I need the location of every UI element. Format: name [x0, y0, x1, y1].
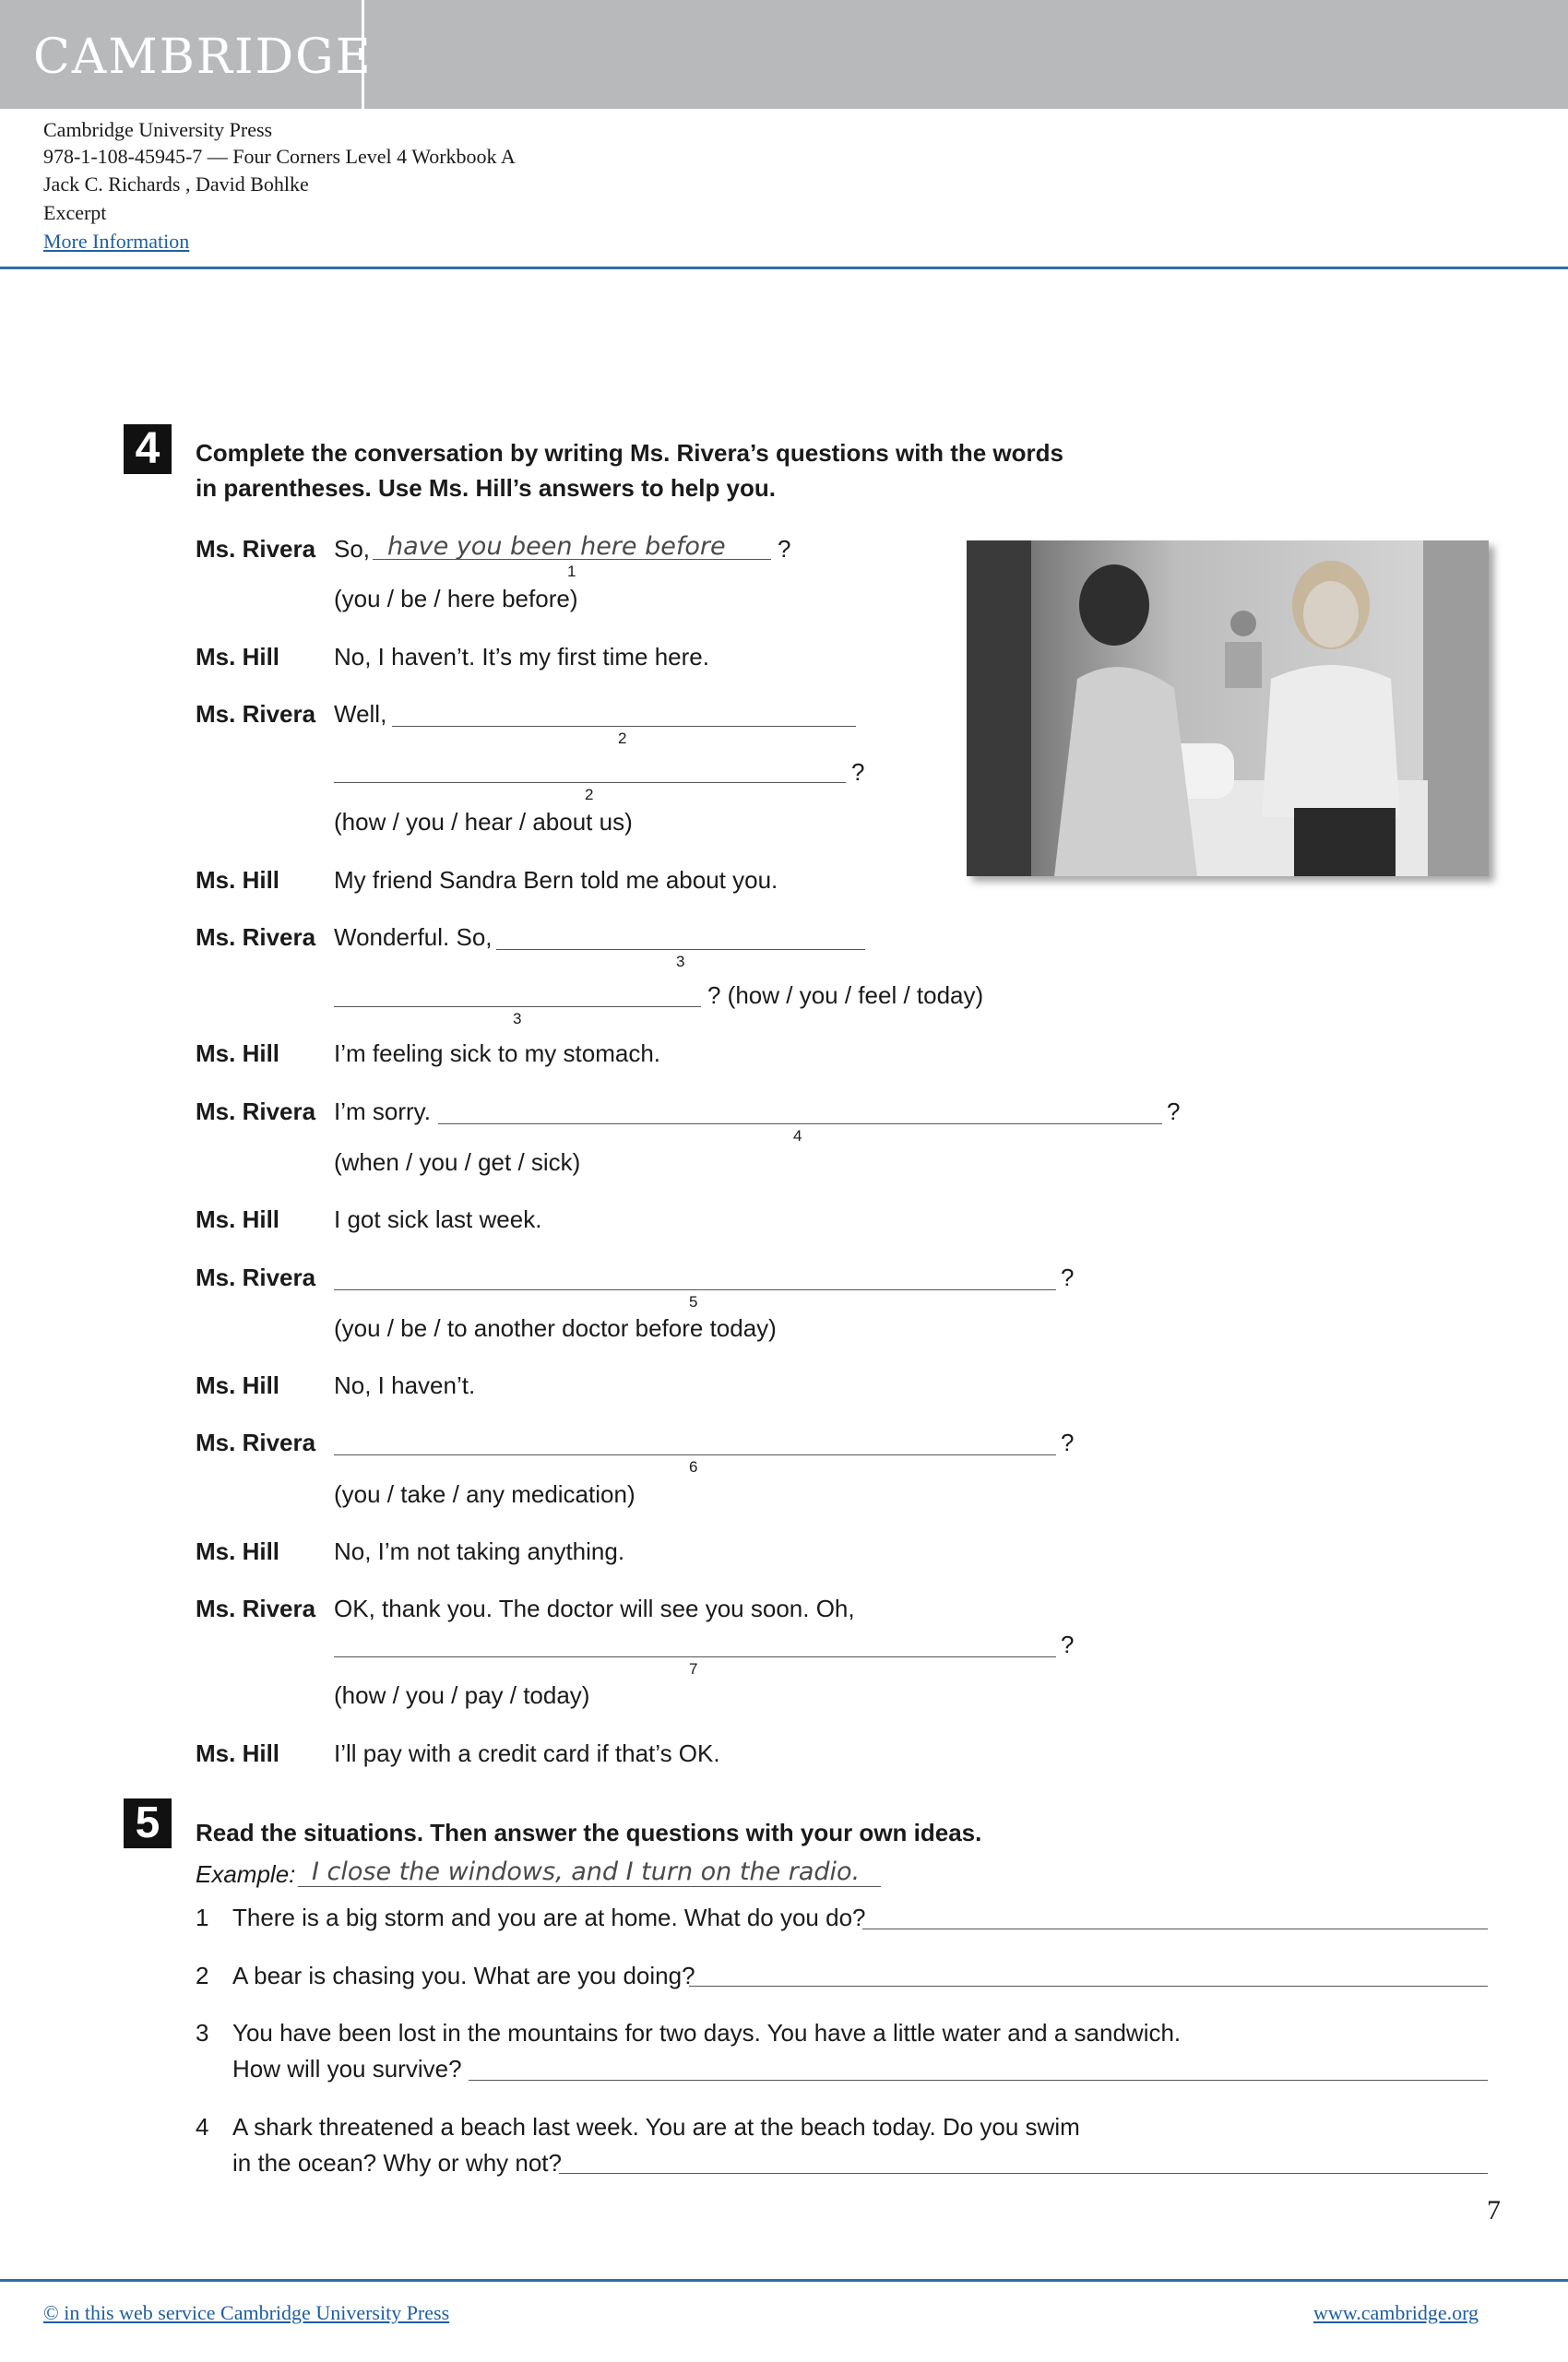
answer-line-item-3[interactable]	[469, 2080, 1488, 2081]
blank-number: 6	[689, 1458, 698, 1476]
item-number: 1	[196, 1904, 209, 1931]
question-mark: ?	[1167, 1098, 1181, 1125]
item-number: 4	[196, 2113, 209, 2141]
item-question: There is a big storm and you are at home. What do you do?	[232, 1904, 866, 1931]
answer-4: I got sick last week.	[334, 1205, 542, 1233]
blank-number: 3	[676, 953, 685, 970]
q3-prompt: ? (how / you / feel / today)	[707, 981, 984, 1009]
q3-lead: Wonderful. So,	[334, 923, 493, 951]
q1-prompt: (you / be / here before)	[334, 585, 578, 612]
question-mark: ?	[1061, 1264, 1075, 1291]
q4-prompt: (when / you / get / sick)	[334, 1148, 581, 1176]
speaker-hill: Ms. Hill	[196, 1039, 280, 1067]
answer-line-item-4[interactable]	[559, 2173, 1488, 2174]
example-answer-line	[298, 1886, 881, 1887]
publisher: Cambridge University Press	[43, 118, 273, 141]
blank-number: 2	[618, 730, 627, 747]
item-question-cont: How will you survive?	[232, 2055, 462, 2083]
speaker-hill: Ms. Hill	[196, 866, 280, 894]
nurse-patient-photo	[967, 540, 1489, 876]
answer-line-3b[interactable]	[334, 1006, 701, 1007]
q7-prompt: (how / you / pay / today)	[334, 1681, 590, 1709]
cambridge-logo: CAMBRIDGE	[33, 30, 373, 85]
item-question-cont: in the ocean? Why or why not?	[232, 2149, 562, 2177]
item-number: 2	[196, 1962, 209, 1989]
q4-lead: I’m sorry.	[334, 1098, 431, 1125]
question-mark: ?	[1061, 1429, 1075, 1456]
question-mark: ?	[851, 758, 865, 786]
more-information-link[interactable]: More Information	[43, 230, 190, 253]
blank-number: 3	[513, 1010, 522, 1027]
exercise-4-number: 4	[124, 424, 172, 474]
item-question: A bear is chasing you. What are you doing?	[232, 1962, 695, 1989]
q5-prompt: (you / be / to another doctor before today)	[334, 1314, 777, 1342]
example-label: Example:	[196, 1860, 296, 1888]
answer-7: I’ll pay with a credit card if that’s OK.	[334, 1739, 720, 1767]
blank-number: 7	[689, 1660, 698, 1678]
footer-divider	[0, 2279, 1568, 2282]
question-mark: ?	[1061, 1631, 1075, 1658]
speaker-hill: Ms. Hill	[196, 643, 280, 671]
speaker-rivera: Ms. Rivera	[196, 1429, 316, 1456]
item-number: 3	[196, 2019, 209, 2047]
speaker-rivera: Ms. Rivera	[196, 1264, 316, 1291]
question-mark: ?	[778, 535, 791, 563]
q2-prompt: (how / you / hear / about us)	[334, 808, 633, 836]
answer-line-2b[interactable]	[334, 782, 846, 783]
speaker-hill: Ms. Hill	[196, 1205, 280, 1233]
exercise-5-instruction: Read the situations. Then answer the questions with your own ideas.	[196, 1819, 982, 1846]
header-divider	[0, 267, 1568, 269]
authors: Jack C. Richards , David Bohlke	[43, 172, 309, 196]
answer-1: No, I haven’t. It’s my first time here.	[334, 643, 709, 671]
q2-lead: Well,	[334, 700, 387, 728]
item-question: A shark threatened a beach last week. You are at the beach today. Do you swim	[232, 2113, 1080, 2141]
excerpt-label: Excerpt	[43, 201, 107, 224]
answer-6: No, I’m not taking anything.	[334, 1537, 625, 1565]
q1-answer: have you been here before	[387, 532, 726, 561]
q1-lead: So,	[334, 535, 371, 563]
blank-number: 4	[793, 1127, 802, 1145]
item-question: You have been lost in the mountains for two days. You have a little water and a sandwich.	[232, 2019, 1182, 2047]
copyright-link[interactable]: © in this web service Cambridge University Press	[43, 2301, 450, 2324]
q6-prompt: (you / take / any medication)	[334, 1480, 636, 1508]
speaker-rivera: Ms. Rivera	[196, 1595, 316, 1622]
exercise-5-number: 5	[124, 1798, 172, 1848]
answer-2: My friend Sandra Bern told me about you.	[334, 866, 778, 894]
answer-line-3a[interactable]	[496, 949, 865, 950]
speaker-rivera: Ms. Rivera	[196, 535, 316, 563]
speaker-hill: Ms. Hill	[196, 1537, 280, 1565]
blank-number: 1	[567, 563, 576, 580]
speaker-rivera: Ms. Rivera	[196, 700, 316, 728]
book-title: 978-1-108-45945-7 — Four Corners Level 4 Workbook A	[43, 145, 516, 168]
speaker-rivera: Ms. Rivera	[196, 923, 316, 951]
blank-number: 2	[585, 786, 594, 803]
example-answer: I close the windows, and I turn on the radio.	[312, 1858, 861, 1886]
answer-5: No, I haven’t.	[334, 1371, 476, 1399]
speaker-rivera: Ms. Rivera	[196, 1098, 316, 1125]
q7-lead: OK, thank you. The doctor will see you soon. Oh,	[334, 1595, 855, 1622]
speaker-hill: Ms. Hill	[196, 1371, 280, 1399]
answer-line-item-2[interactable]	[689, 1986, 1488, 1987]
answer-line-4[interactable]	[438, 1123, 1162, 1124]
website-link[interactable]: www.cambridge.org	[1313, 2301, 1479, 2324]
blank-number: 5	[689, 1293, 698, 1311]
answer-line-6[interactable]	[334, 1454, 1056, 1455]
answer-line-7[interactable]	[334, 1656, 1056, 1657]
exercise-4-instruction: Complete the conversation by writing Ms. Rivera’s questions with the words in parentheses. Use Ms. Hill’s answers to help you.	[196, 439, 1063, 502]
speaker-hill: Ms. Hill	[196, 1739, 280, 1767]
page-number: 7	[1487, 2195, 1501, 2226]
answer-line-2a[interactable]	[392, 726, 856, 727]
answer-3: I’m feeling sick to my stomach.	[334, 1039, 660, 1067]
answer-line-5[interactable]	[334, 1289, 1056, 1290]
